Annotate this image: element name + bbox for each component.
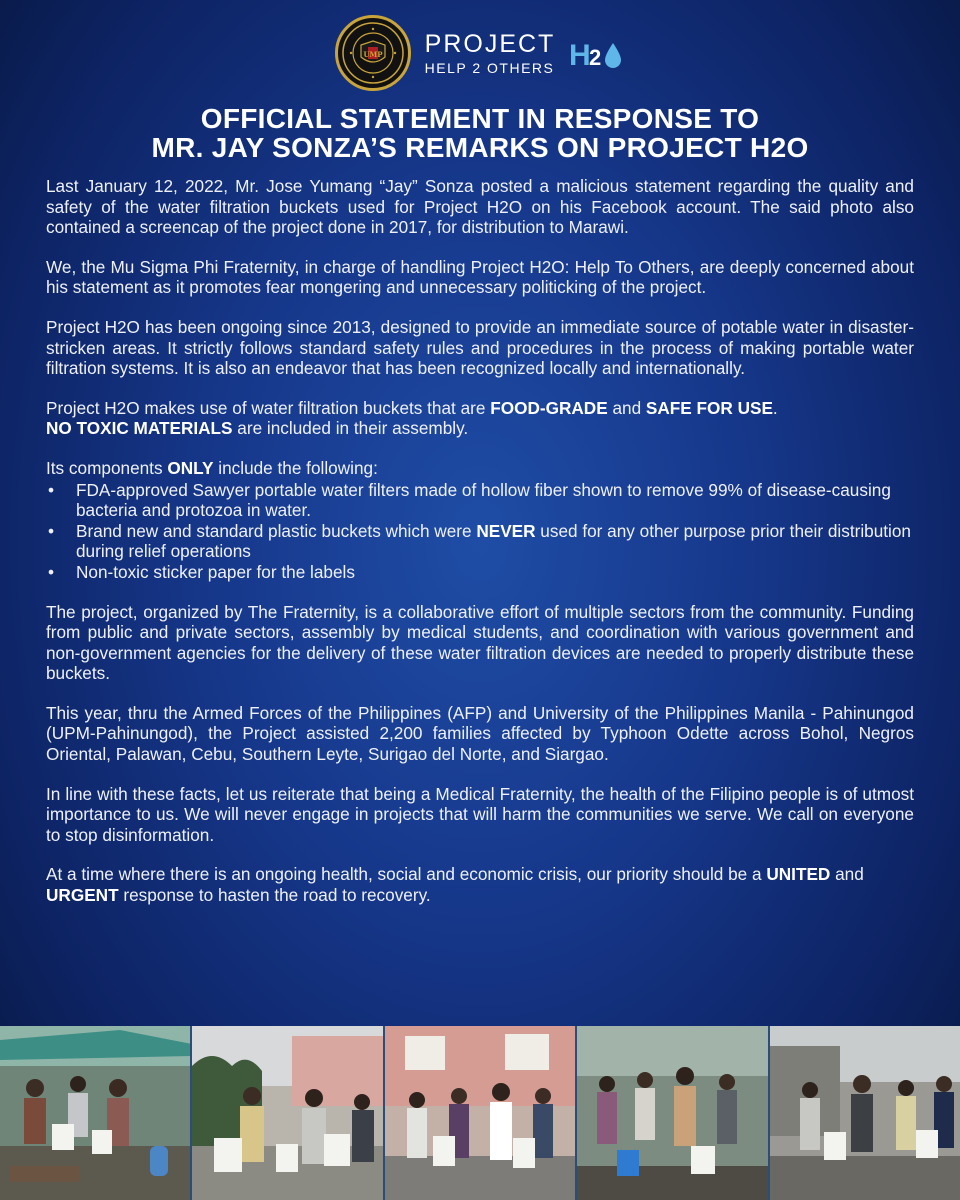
- paragraph-typhoon-response: This year, thru the Armed Forces of the Philippines (AFP) and University of the Philippines Manila - Pahinungod (UPM-Pahinungod), the Project assisted 2,200 families affected by Typhoon Odette across Bohol, Negros Oriental, Palawan, Cebu, Southern Leyte, Surigao del Norte, and Siargao.: [46, 702, 914, 765]
- project-subtitle: HELP 2 OTHERS: [424, 59, 555, 76]
- paragraph-concern: We, the Mu Sigma Phi Fraternity, in charge of handling Project H2O: Help To Others, are deeply concerned about his statement as it promotes fear mongering and unnecessary politicking of the project.: [46, 256, 914, 298]
- paragraph-history: Project H2O has been ongoing since 2013, designed to provide an immediate source of potable water in disaster-stricken areas. It strictly follows standard safety rules and procedures in the process of making portable water filtration systems. It is also an endeavor that has been recognized locally and internationally.: [46, 316, 914, 379]
- svg-text:UMP: UMP: [363, 50, 383, 59]
- no-toxic-emphasis: NO TOXIC MATERIALS: [46, 418, 233, 439]
- paragraph-reiteration: In line with these facts, let us reiterate that being a Medical Fraternity, the health of the Filipino people is of utmost importance to us. We will never engage in projects that will harm the communities we serve. We call on everyone to stop disinformation.: [46, 783, 914, 845]
- fraternity-seal-icon: [335, 15, 411, 91]
- united-emphasis: UNITED: [766, 864, 831, 885]
- photo-gallery: [0, 1026, 960, 1200]
- relief-distribution-photo: [0, 1026, 192, 1200]
- urgent-emphasis: URGENT: [46, 885, 119, 906]
- paragraph-incident: Last January 12, 2022, Mr. Jose Yumang “Jay” Sonza posted a malicious statement regarding the quality and safety of the water filtration buckets used for Project H2O on his Facebook account. The said photo also contained a screencap of the project done in 2017, for distribution to Marawi.: [46, 176, 914, 238]
- list-item: • Non-toxic sticker paper for the labels: [46, 562, 914, 583]
- paragraph-collaboration: The project, organized by The Fraternity, is a collaborative effort of multiple sectors from the community. Funding from public and private sectors, assembly by medical students, and coordination with various government and non-government agencies for the delivery of these water filtration devices are needed to properly distribute these buckets.: [46, 601, 914, 684]
- title-line-2: MR. JAY SONZA’S REMARKS ON PROJECT H2O: [151, 132, 809, 163]
- safe-for-use-emphasis: SAFE FOR USE: [645, 397, 773, 418]
- components-intro: Its components ONLY include the following:: [46, 457, 378, 478]
- h2o-logo: [569, 33, 625, 73]
- svg-text:H: H: [569, 39, 592, 72]
- list-item: • Brand new and standard plastic buckets which were NEVER used for any other purpose prior their distribution during relief operations: [46, 521, 914, 562]
- only-emphasis: ONLY: [167, 457, 214, 478]
- food-grade-emphasis: FOOD-GRADE: [490, 397, 608, 418]
- paragraph-closing: At a time where there is an ongoing health, social and economic crisis, our priority should be a UNITED and URGENT response to hasten the road to recovery.: [46, 864, 864, 906]
- families-with-buckets-photo: [577, 1026, 769, 1200]
- community-group-photo: [385, 1026, 577, 1200]
- water-drop-icon: [605, 43, 621, 68]
- svg-text:2: 2: [589, 45, 602, 70]
- recipients-with-buckets-photo: [192, 1026, 384, 1200]
- statement-body: [46, 176, 914, 925]
- page-title: [0, 104, 960, 162]
- volunteers-with-buckets-photo: [770, 1026, 960, 1200]
- never-emphasis: NEVER: [476, 520, 536, 541]
- header: [0, 14, 960, 92]
- project-brand: [424, 29, 556, 76]
- title-line-1: OFFICIAL STATEMENT IN RESPONSE TO: [200, 103, 760, 134]
- list-item: • FDA-approved Sawyer portable water filters made of hollow fiber shown to remove 99% of disease-causing bacteria and protozoa in water.: [46, 480, 914, 521]
- components-list: [46, 480, 914, 583]
- project-label: PROJECT: [424, 29, 556, 58]
- paragraph-safety: Project H2O makes use of water filtration buckets that are FOOD-GRADE and SAFE FOR USE. NO TOXIC MATERIALS are included in their assembly.: [46, 397, 778, 439]
